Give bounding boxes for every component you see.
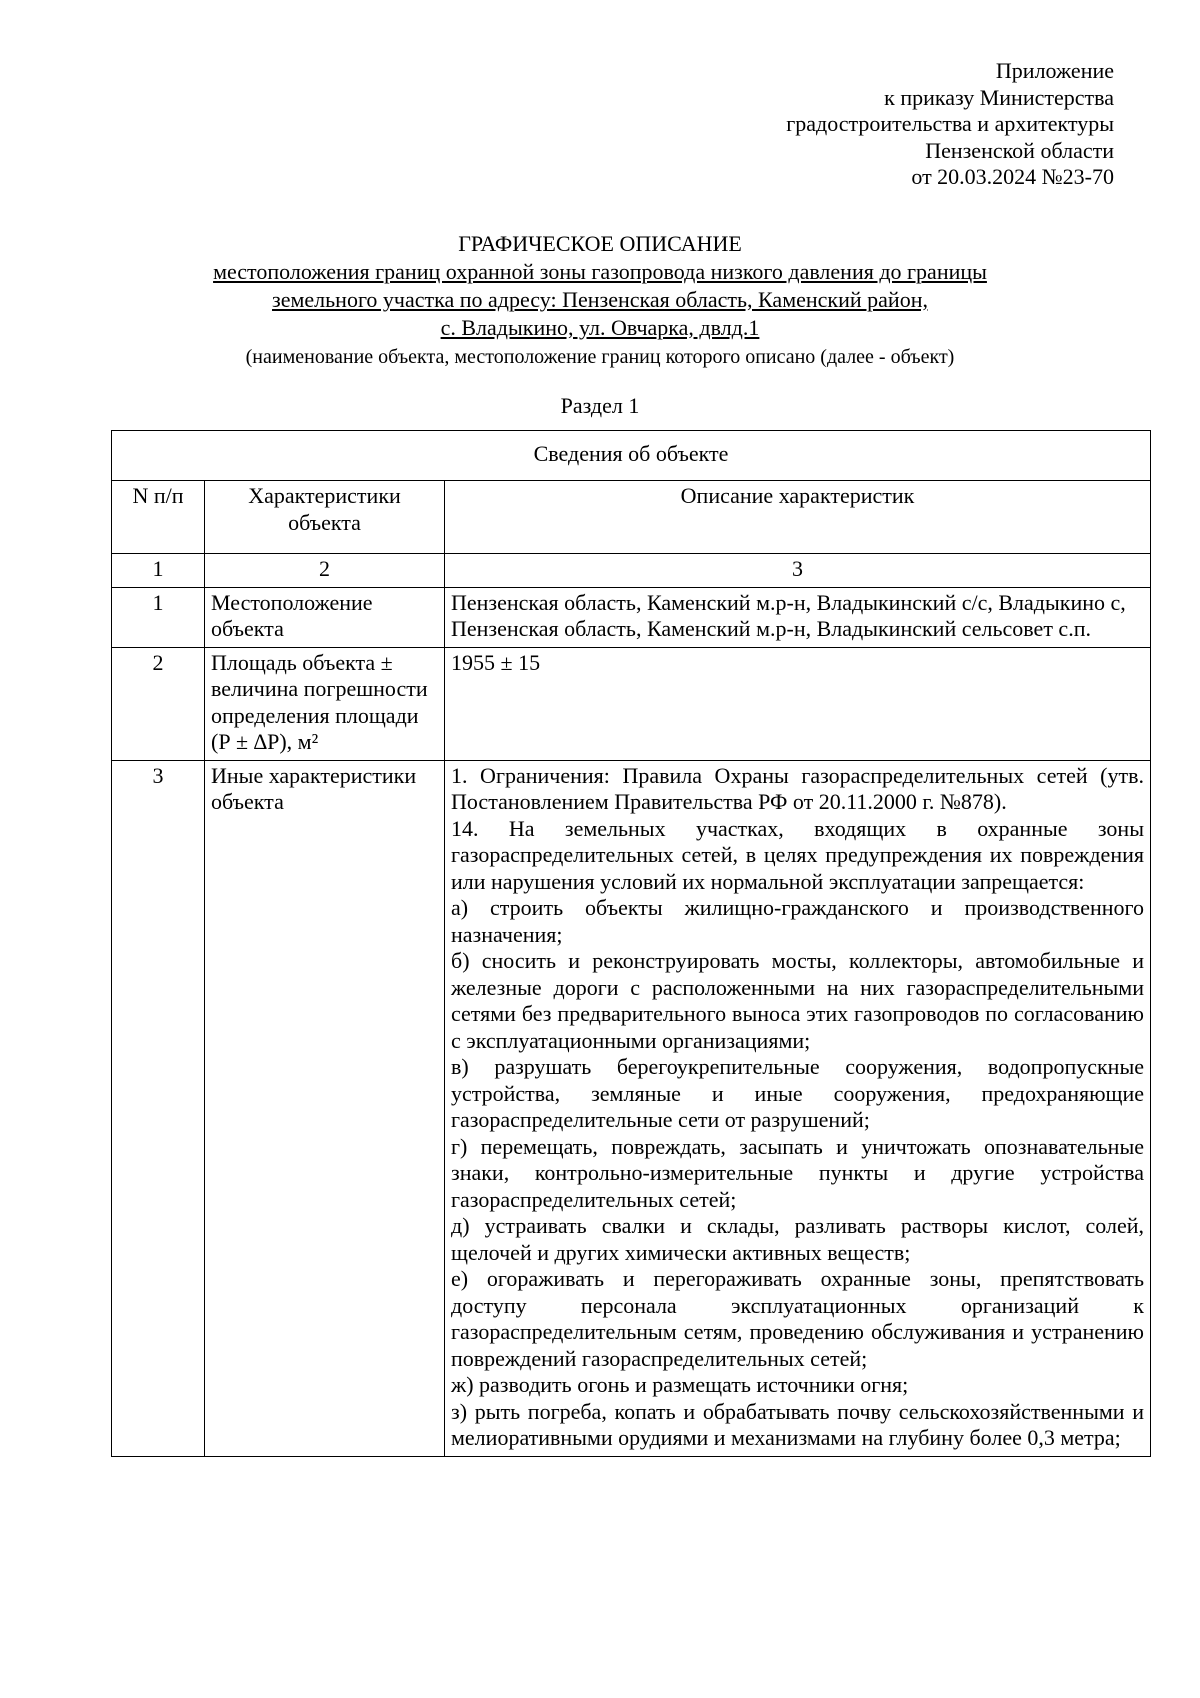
row-description [445,647,1151,760]
description-paragraph: 14. На земельных участках, входящих в охранные зоны газораспределительных сетей, в целях предупреждения их повреждения или нарушения условий их нормальной эксплуатации запрещается: [451,815,1144,894]
appendix-line: Пензенской области [925,137,1114,163]
title-note: (наименование объекта, местоположение границ которого описано (далее - объект) [245,346,955,368]
document-title: ГРАФИЧЕСКОЕ ОПИСАНИЕ [458,231,742,256]
table-row [112,760,1151,1456]
row-number: 2 [112,647,205,760]
column-number-row [112,554,1151,588]
description-paragraph: в) разрушать берегоукрепительные сооружения, водопропускные устройства, земляные и иные сооружения, предохраняющие газораспределительные сети от разрушений; [451,1054,1144,1132]
header-cell: Характеристики объекта [205,481,445,554]
subject-line: с. Владыкино, ул. Овчарка, двлд.1 [440,315,760,340]
table-caption-row [112,431,1151,481]
row-name: Площадь объекта ± величина погрешности определения площади (Р ± ∆Р), м² [205,647,445,760]
description-paragraph: ж) разводить огонь и размещать источники огня; [451,1372,909,1397]
subject-line: земельного участка по адресу: Пензенская область, Каменский район, [272,287,928,312]
table-caption: Сведения об объекте [112,431,1151,481]
header-cell: N п/п [112,481,205,554]
row-description [445,587,1151,647]
appendix-block [786,58,1114,191]
table-row [112,647,1151,760]
title-block [100,230,1100,370]
description-paragraph: з) рыть погреба, копать и обрабатывать почву сельскохозяйственными и мелиоративными орудиями и механизмами на глубину более 0,3 метра; [451,1398,1144,1450]
appendix-line: Приложение [995,58,1114,83]
description-paragraph: Пензенская область, Каменский м.р-н, Владыкинский сельсовет с.п. [451,616,1091,641]
section-heading: Раздел 1 [560,393,640,418]
row-name: Местоположение объекта [205,587,445,647]
appendix-line: от 20.03.2024 №23-70 [911,164,1114,189]
header-cell: Описание характеристик [445,481,1151,554]
table-row [112,587,1151,647]
row-number: 1 [112,587,205,647]
appendix-line: к приказу Министерства [884,84,1114,110]
description-paragraph: д) устраивать свалки и склады, разливать растворы кислот, солей, щелочей и других химически активных веществ; [451,1213,1144,1265]
appendix-line: градостроительства и архитектуры [786,111,1114,136]
description-paragraph: 1955 ± 15 [451,649,541,675]
column-number: 2 [205,554,445,588]
row-number: 3 [112,760,205,1456]
column-number: 3 [445,554,1151,588]
description-paragraph: 1. Ограничения: Правила Охраны газораспределительных сетей (утв. Постановлением Правительства РФ от 20.11.2000 г. №878). [451,762,1144,814]
subject-line: местоположения границ охранной зоны газопровода низкого давления до границы [213,259,987,284]
description-paragraph: е) огораживать и перегораживать охранные зоны, препятствовать доступу персонала эксплуатационных организаций к газораспределительным сетям, проведению обслуживания и устранению повреждений газораспределительных сетей; [451,1266,1144,1371]
description-paragraph: Пензенская область, Каменский м.р-н, Владыкинский с/с, Владыкино с, [451,589,1126,615]
object-info-table [111,430,1151,1457]
description-paragraph: а) строить объекты жилищно-гражданского и производственного назначения; [451,895,1144,947]
row-description [445,760,1151,1456]
description-paragraph: б) сносить и реконструировать мосты, коллекторы, автомобильные и железные дороги с расположенными на них газораспределительными сетями без предварительного выноса этих газопроводов по согласованию с эксплуатационными организациями; [451,948,1144,1053]
description-paragraph: г) перемещать, повреждать, засыпать и уничтожать опознавательные знаки, контрольно-измерительные пункты и другие устройства газораспределительных сетей; [451,1133,1144,1212]
row-name: Иные характеристики объекта [205,760,445,1456]
table-header-row [112,481,1151,554]
column-number: 1 [112,554,205,588]
